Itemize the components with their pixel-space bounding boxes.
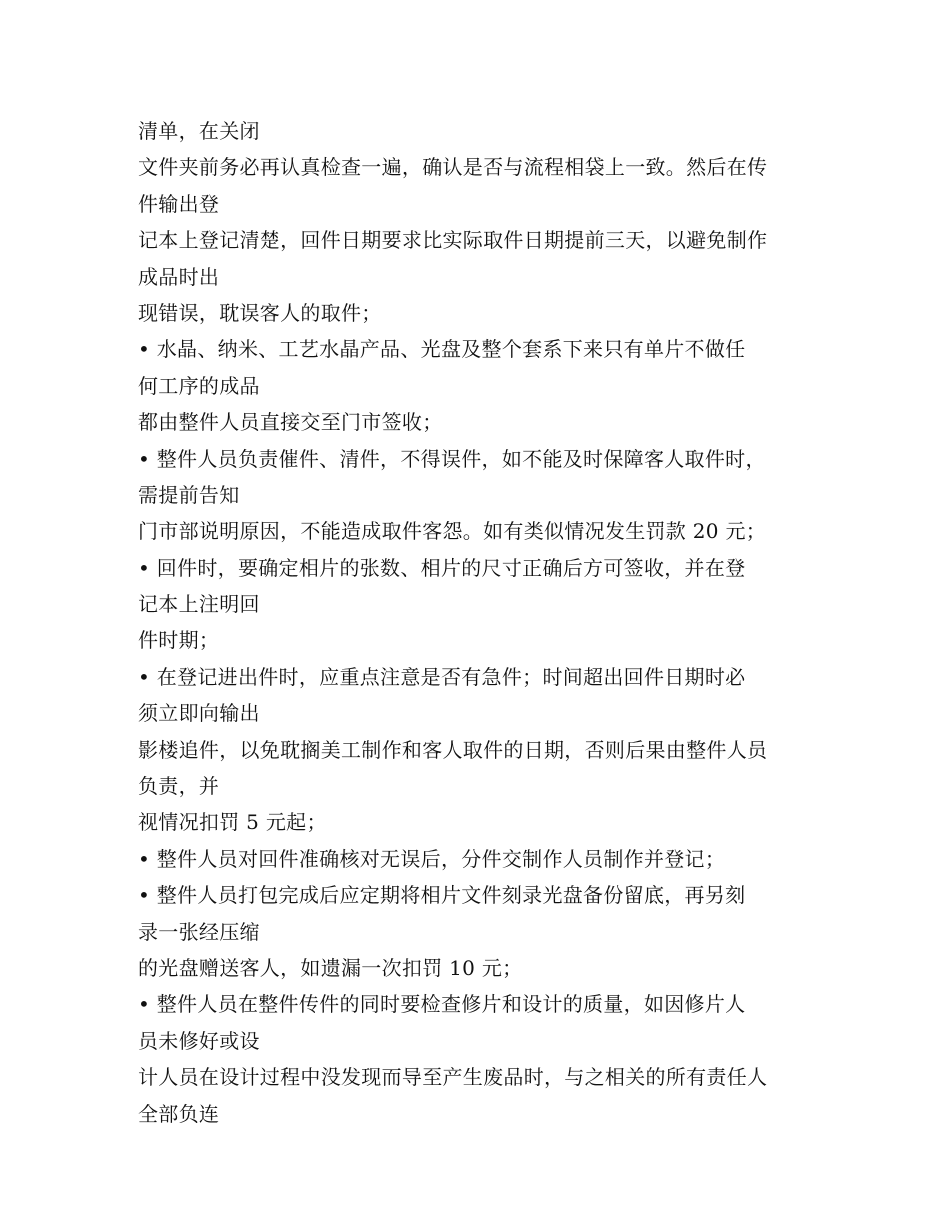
bullet-line: • 整件人员在整件传件的同时要检查修片和设计的质量，如因修片人: [138, 992, 746, 1017]
text-line: 记本上注明回: [138, 592, 260, 617]
bullet-line: • 整件人员负责催件、清件，不得误件，如不能及时保障客人取件时，: [138, 446, 766, 471]
text-line: 文件夹前务必再认真检查一遍，确认是否与流程相袋上一致。然后在传: [138, 155, 768, 180]
bullet-line: • 整件人员对回件准确核对无误后，分件交制作人员制作并登记；: [138, 846, 726, 871]
text-line: 计人员在设计过程中没发现而导至产生废品时，与之相关的所有责任人: [138, 1065, 768, 1090]
text-line: 视情况扣罚 5 元起；: [138, 810, 327, 835]
text-line: 何工序的成品: [138, 373, 260, 398]
text-line: 件时期；: [138, 628, 220, 653]
text-line: 需提前告知: [138, 482, 240, 507]
text-line: 员未修好或设: [138, 1028, 260, 1053]
text-line: 负责，并: [138, 774, 220, 799]
bullet-line: • 在登记进出件时，应重点注意是否有急件；时间超出回件日期时必: [138, 664, 746, 689]
bullet-line: • 回件时，要确定相片的张数、相片的尺寸正确后方可签收，并在登: [138, 555, 746, 580]
text-line: 清单，在关闭: [138, 119, 260, 143]
text-line: 影楼追件，以免耽搁美工制作和客人取件的日期，否则后果由整件人员: [138, 737, 768, 762]
text-line: 全部负连: [138, 1101, 220, 1126]
text-line: 成品时出: [138, 264, 220, 289]
text-line: 门市部说明原因，不能造成取件客怨。如有类似情况发生罚款 20 元；: [138, 519, 767, 544]
document-body: [138, 113, 838, 1132]
text-line: 录一张经压缩: [138, 919, 260, 944]
bullet-line: • 水晶、纳米、工艺水晶产品、光盘及整个套系下来只有单片不做任: [138, 337, 746, 362]
text-line: 须立即向输出: [138, 701, 260, 726]
text-line: 件输出登: [138, 191, 220, 216]
text-line: 现错误，耽误客人的取件；: [138, 300, 382, 325]
text-line: 都由整件人员直接交至门市签收；: [138, 410, 443, 435]
bullet-line: • 整件人员打包完成后应定期将相片文件刻录光盘备份留底，再另刻: [138, 883, 746, 908]
text-line: 的光盘赠送客人，如遗漏一次扣罚 10 元；: [138, 955, 523, 980]
text-line: 记本上登记清楚，回件日期要求比实际取件日期提前三天，以避免制作: [138, 228, 768, 253]
